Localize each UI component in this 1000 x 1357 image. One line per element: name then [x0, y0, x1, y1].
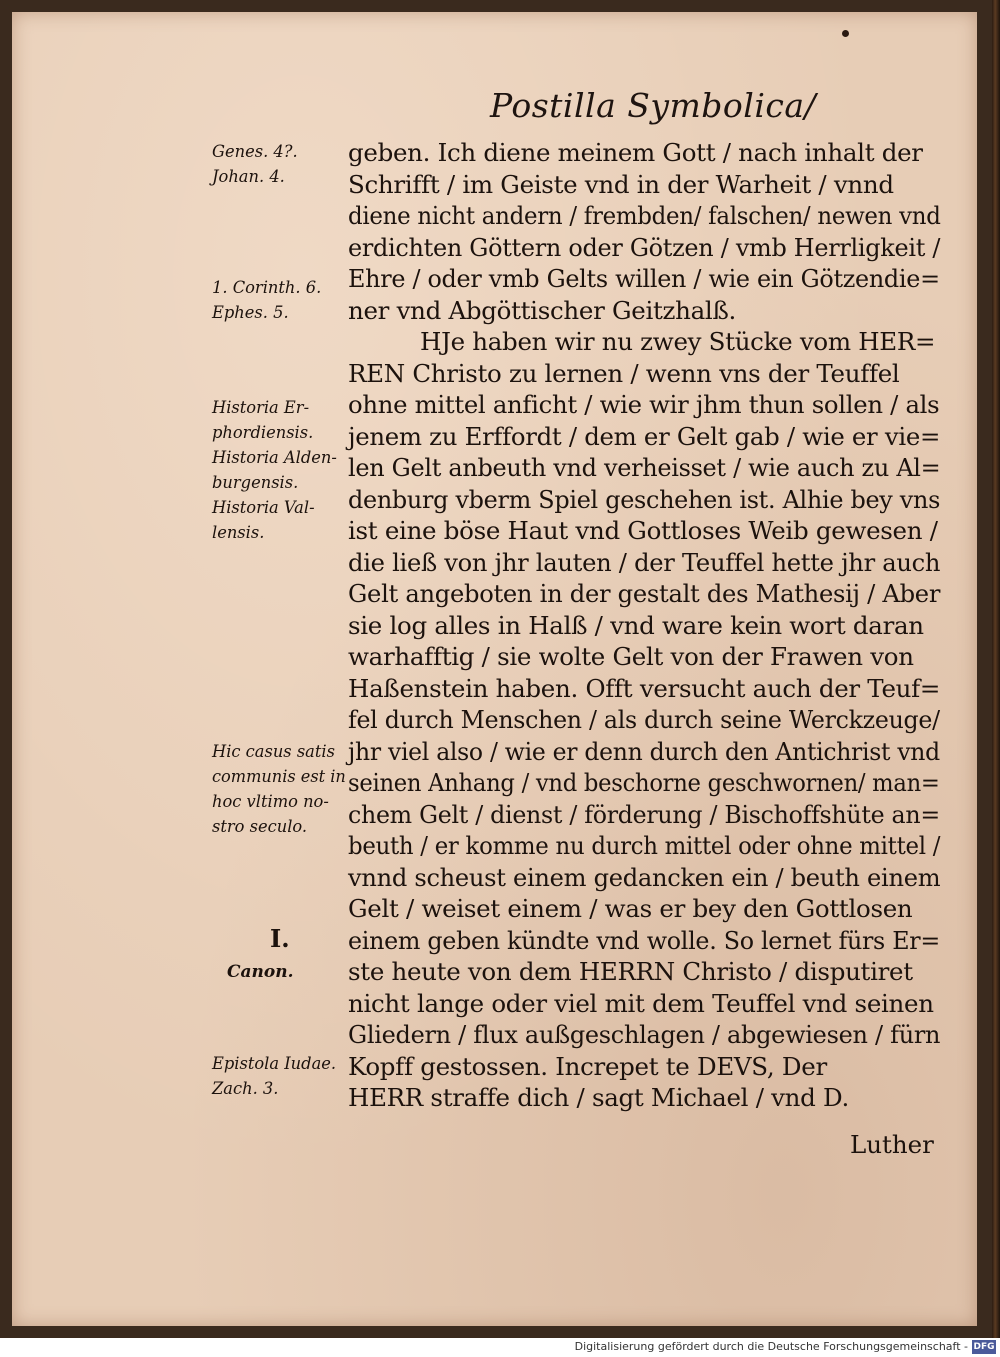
text-line: chem Gelt / dienst / förderung / Bischoffshüte an= — [348, 799, 940, 829]
text-line: jhr viel also / wie er denn durch den Antichrist vnd — [348, 736, 940, 766]
margin-note-line: burgensis. — [212, 473, 299, 493]
text-line: fel durch Menschen / als durch seine Werckzeuge/ — [348, 705, 940, 734]
canon-numeral: I. — [270, 924, 290, 953]
margin-note-scripture-2 — [212, 276, 352, 326]
margin-note-line: Historia Val- — [212, 498, 315, 518]
text-line: diene nicht andern / frembden/ falschen/ newen vnd — [348, 201, 941, 230]
text-line: ist eine böse Haut vnd Gottloses Weib gewesen / — [348, 516, 938, 545]
text-line: Gliedern / flux außgeschlagen / abgewiesen / fürn — [348, 1020, 941, 1049]
margin-note-line: Hic casus satis — [212, 742, 335, 762]
book-edge — [992, 0, 1000, 1338]
margin-note-scripture-1 — [212, 140, 352, 190]
text-line: Kopff gestossen. Increpet te DEVS, Der — [348, 1051, 827, 1081]
text-line: HERR straffe dich / sagt Michael / vnd D. — [348, 1083, 849, 1112]
text-line: beuth / er komme nu durch mittel oder ohne mittel / — [348, 831, 941, 860]
text-line: denburg vberm Spiel geschehen ist. Alhie bey vns — [348, 484, 941, 514]
margin-note-line: stro seculo. — [212, 817, 308, 837]
text-line: Schrifft / im Geiste vnd in der Warheit / vnnd — [348, 169, 894, 199]
text-line: ohne mittel anficht / wie wir jhm thun sollen / als — [348, 390, 940, 419]
text-line: ner vnd Abgöttischer Geitzhalß. — [348, 295, 737, 325]
funding-credit: Digitalisierung gefördert durch die Deutsche Forschungsgemeinschaft - — [574, 1340, 968, 1353]
text-line: Haßenstein haben. Offt versucht auch der Teuf= — [348, 673, 941, 703]
text-line: nicht lange oder viel mit dem Teuffel vnd seinen — [348, 988, 934, 1018]
canon-label: Canon. — [227, 962, 294, 982]
margin-note-line: Zach. 3. — [212, 1079, 279, 1099]
text-line: len Gelt anbeuth vnd verheisset / wie auch zu Al= — [348, 453, 941, 482]
margin-note-line: Epistola Iudae. — [212, 1054, 337, 1074]
text-line: REN Christo zu lernen / wenn vns der Teuffel — [348, 358, 900, 388]
text-line: die ließ von jhr lauten / der Teuffel hette jhr auch — [348, 547, 941, 577]
margin-note-line: phordiensis. — [212, 423, 314, 443]
text-line: seinen Anhang / vnd beschorne geschwornen/ man= — [348, 768, 940, 797]
margin-note-line: Genes. 4?. — [212, 142, 298, 162]
margin-note-line: Johan. 4. — [212, 167, 285, 187]
text-line: erdichten Göttern oder Götzen / vmb Herrligkeit / — [348, 232, 941, 262]
margin-note-hic-casus — [212, 740, 352, 840]
text-line: Gelt / weiset einem / was er bey den Gottlosen — [348, 894, 913, 923]
margin-note-line: 1. Corinth. 6. — [212, 278, 322, 298]
footer-bar — [0, 1338, 1000, 1357]
text-line: ste heute von dem HERRN Christo / disputiret — [348, 957, 913, 986]
margin-note-line: Historia Alden- — [212, 448, 337, 468]
running-head: Postilla Symbolica/ — [490, 86, 817, 125]
margin-note-line: lensis. — [212, 523, 265, 543]
text-line: HJe haben wir nu zwey Stücke vom HER= — [420, 327, 936, 356]
text-line: geben. Ich diene meinem Gott / nach inhalt der — [348, 138, 923, 167]
text-line: vnnd scheust einem gedancken ein / beuth einem — [348, 862, 941, 892]
text-line: Ehre / oder vmb Gelts willen / wie ein Götzendie= — [348, 264, 940, 293]
text-line: Gelt angeboten in der gestalt des Mathesij / Aber — [348, 579, 941, 608]
margin-note-line: Historia Er- — [212, 398, 310, 418]
text-line: sie log alles in Halß / vnd ware kein wort daran — [348, 610, 924, 640]
text-line: einem geben kündte vnd wolle. So lernet fürs Er= — [348, 925, 940, 955]
text-line: jenem zu Erffordt / dem er Gelt gab / wie er vie= — [348, 421, 941, 451]
ink-dot — [842, 30, 849, 37]
margin-note-historia — [212, 396, 352, 546]
dfg-logo: DFG — [973, 1342, 995, 1352]
margin-note-epistola — [212, 1052, 352, 1102]
catchword: Luther — [850, 1130, 934, 1159]
margin-note-line: hoc vltimo no- — [212, 792, 329, 812]
text-line: warhafftig / sie wolte Gelt von der Frawen von — [348, 642, 914, 671]
margin-note-line: Ephes. 5. — [212, 303, 289, 323]
margin-note-line: communis est in — [212, 767, 346, 787]
